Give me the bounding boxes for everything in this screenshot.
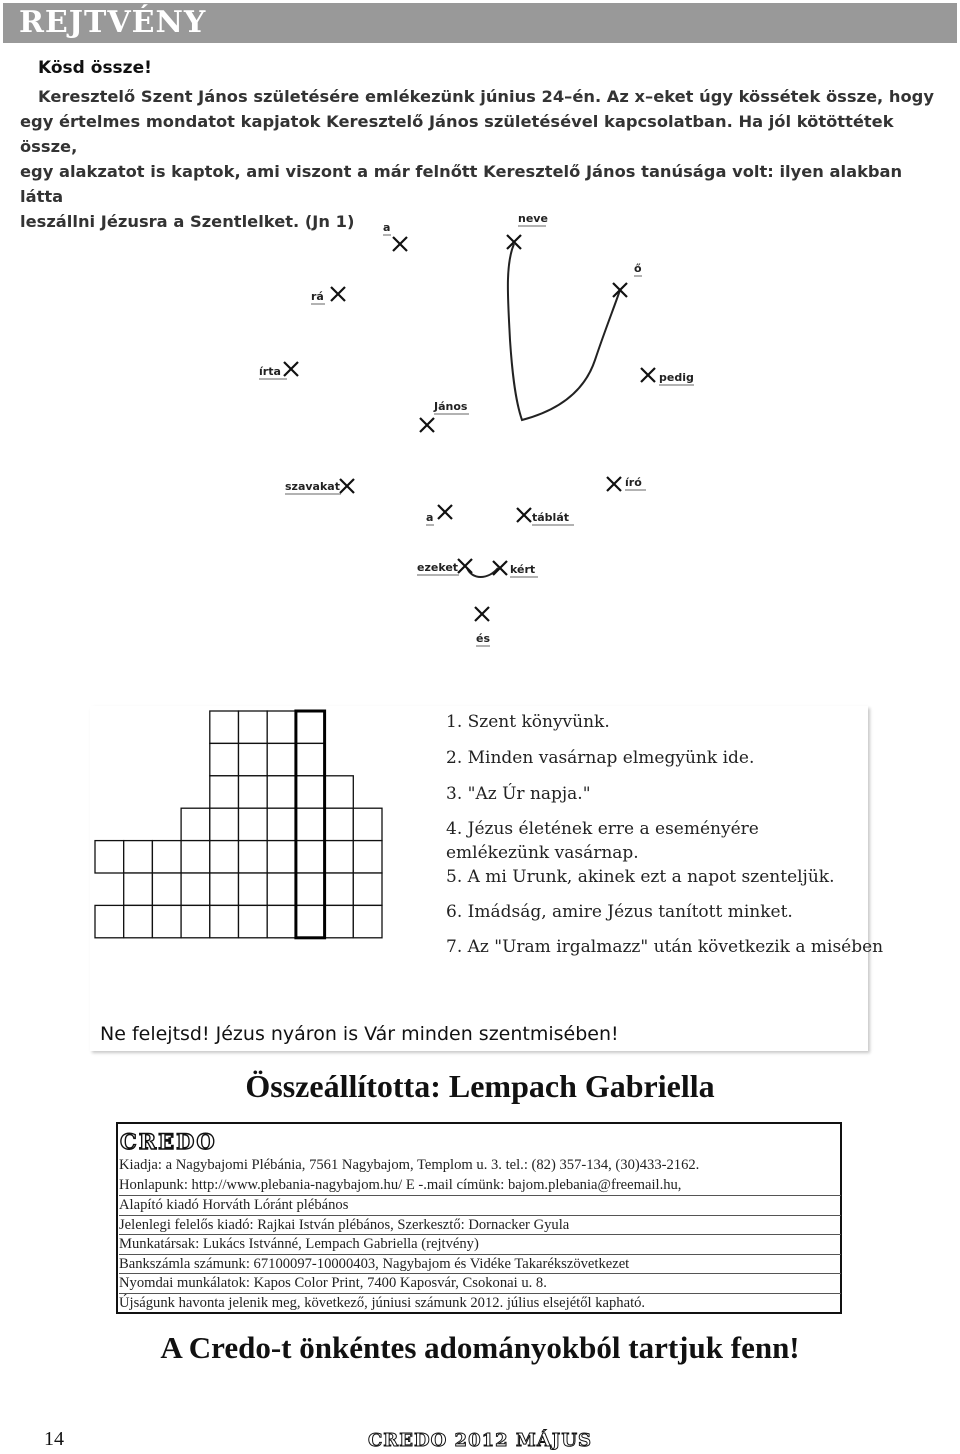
imprint-line: Nyomdai munkálatok: Kapos Color Print, 7400 Kaposvár, Csokonai u. 8. — [119, 1273, 841, 1293]
crossword-cell[interactable] — [181, 873, 210, 905]
connect-puzzle-title: Kösd össze! — [38, 58, 152, 78]
word-label: táblát — [532, 511, 570, 524]
crossword-cell[interactable] — [239, 841, 268, 873]
reminder-note: Ne felejtsd! Jézus nyáron is Vár minden szentmisében! — [100, 1023, 619, 1045]
crossword-cell[interactable] — [353, 841, 382, 873]
x-mark — [517, 508, 531, 522]
crossword-cell[interactable] — [239, 743, 268, 775]
x-mark — [458, 559, 472, 573]
crossword-cell[interactable] — [210, 743, 239, 775]
imprint-line: Kiadja: a Nagybajomi Plébánia, 7561 Nagybajom, Templom u. 3. tel.: (82) 357-134, (30)433-2162. — [119, 1157, 700, 1173]
x-mark — [493, 561, 507, 575]
credo-imprint-box — [116, 1122, 842, 1314]
crossword-cell[interactable] — [325, 905, 354, 937]
word-label: ő — [634, 262, 642, 275]
crossword-cell[interactable] — [325, 841, 354, 873]
x-mark — [507, 235, 521, 249]
instruction-line-3: egy alakzatot is kaptok, ami viszont a már felnőtt Keresztelő János tanúsága volt: ilyen alakban látta — [20, 162, 903, 206]
word-label: író — [625, 476, 642, 489]
instruction-line-4: leszállni Jézusra a Szentlelket. (Jn 1) — [20, 212, 355, 231]
x-mark — [613, 283, 627, 297]
word-label: kért — [510, 563, 536, 576]
imprint-line: Honlapunk: http://www.plebania-nagybajom.hu/ E -.mail címünk: bajom.plebania@freemail.hu, — [119, 1177, 682, 1193]
credo-logo: CREDO — [120, 1129, 217, 1154]
crossword-cell[interactable] — [181, 905, 210, 937]
imprint-line: Munkatársak: Lukács Istvánné, Lempach Gabriella (rejtvény) — [119, 1234, 841, 1254]
imprint-line: Bankszámla számunk: 67100097-10000403, Nagybajom és Vidéke Takarékszövetkezet — [119, 1254, 841, 1274]
crossword-cell[interactable] — [353, 873, 382, 905]
clue-2: 2. Minden vasárnap elmegyünk ide. — [446, 748, 755, 768]
crossword-cell[interactable] — [353, 808, 382, 840]
clue-1: 1. Szent könyvünk. — [446, 712, 610, 732]
imprint-line: Újságunk havonta jelenik meg, következő, júniusi számunk 2012. július elsejétől kapható. — [119, 1293, 841, 1313]
clue-7: 7. Az "Uram irgalmazz" után következik a misében — [446, 937, 884, 957]
x-mark — [420, 418, 434, 432]
crossword-cell[interactable] — [325, 873, 354, 905]
crossword-cell[interactable] — [95, 905, 124, 937]
crossword-cell[interactable] — [152, 905, 181, 937]
crossword-cell[interactable] — [296, 776, 325, 808]
crossword-cell[interactable] — [353, 905, 382, 937]
x-mark — [641, 368, 655, 382]
word-label: János — [434, 400, 468, 413]
word-label: rá — [311, 290, 324, 303]
crossword-cell[interactable] — [152, 841, 181, 873]
crossword-cell[interactable] — [296, 905, 325, 937]
crossword-cell[interactable] — [267, 711, 296, 743]
x-mark — [331, 287, 345, 301]
clue-4: 4. Jézus életének erre a eseményére emlékezünk vasárnap. — [446, 819, 759, 863]
clue-5: 5. A mi Urunk, akinek ezt a napot szenteljük. — [446, 867, 835, 887]
crossword-cell[interactable] — [210, 873, 239, 905]
crossword-cell[interactable] — [210, 808, 239, 840]
crossword-cell[interactable] — [267, 808, 296, 840]
instruction-line-1: Keresztelő Szent János születésére emlékezünk június 24–én. Az x–eket úgy kössétek össze, hogy — [38, 87, 934, 106]
crossword-cell[interactable] — [210, 711, 239, 743]
word-label: és — [476, 632, 491, 645]
crossword-cell[interactable] — [124, 841, 153, 873]
crossword-cell[interactable] — [124, 905, 153, 937]
crossword-cell[interactable] — [181, 808, 210, 840]
crossword-cell[interactable] — [296, 841, 325, 873]
x-mark — [475, 607, 489, 621]
word-label: a — [426, 511, 434, 524]
footer-issue: CREDO 2012 MÁJUS — [367, 1430, 593, 1451]
crossword-cell[interactable] — [325, 776, 354, 808]
crossword-cell[interactable] — [267, 776, 296, 808]
clue-3: 3. "Az Úr napja." — [446, 784, 591, 804]
x-mark — [284, 362, 298, 376]
crossword-cell[interactable] — [124, 873, 153, 905]
word-label: pedig — [659, 371, 694, 384]
crossword-cell[interactable] — [239, 776, 268, 808]
x-mark — [393, 237, 407, 251]
crossword-cell[interactable] — [267, 841, 296, 873]
crossword-cell[interactable] — [239, 873, 268, 905]
slogan: A Credo-t önkéntes adományokból tartjuk fenn! — [160, 1330, 800, 1365]
crossword-cell[interactable] — [239, 808, 268, 840]
crossword-cell[interactable] — [152, 873, 181, 905]
word-label: a — [383, 221, 391, 234]
x-mark — [438, 505, 452, 519]
crossword-cell[interactable] — [210, 841, 239, 873]
imprint-line: Alapító kiadó Horváth Lóránt plébános — [119, 1195, 841, 1215]
word-label: szavakat — [285, 480, 340, 493]
crossword-cell[interactable] — [267, 873, 296, 905]
clue-6: 6. Imádság, amire Jézus tanított minket. — [446, 902, 793, 922]
connection-line — [508, 244, 620, 420]
crossword-cell[interactable] — [296, 808, 325, 840]
word-label: neve — [518, 212, 548, 225]
x-mark — [607, 477, 621, 491]
imprint-line: Jelenlegi felelős kiadó: Rajkai István plébános, Szerkesztő: Dornacker Gyula — [119, 1215, 841, 1235]
crossword-cell[interactable] — [267, 743, 296, 775]
crossword-cell[interactable] — [210, 776, 239, 808]
crossword-cell[interactable] — [267, 905, 296, 937]
crossword-cell[interactable] — [239, 711, 268, 743]
crossword-cell[interactable] — [325, 808, 354, 840]
section-title: REJTVÉNY — [19, 5, 207, 40]
compiled-by: Összeállította: Lempach Gabriella — [245, 1068, 715, 1104]
page-number: 14 — [44, 1428, 64, 1450]
connect-the-x-diagram — [0, 0, 960, 700]
crossword-cell[interactable] — [95, 841, 124, 873]
crossword-cell[interactable] — [181, 841, 210, 873]
word-label: ezeket — [417, 561, 459, 574]
instruction-line-2: egy értelmes mondatot kapjatok Keresztelő János születésével kapcsolatban. Ha jól kötöttétek össze, — [20, 112, 894, 156]
crossword-cell[interactable] — [210, 905, 239, 937]
word-label: írta — [259, 365, 281, 378]
x-mark — [340, 479, 354, 493]
crossword-cell[interactable] — [239, 905, 268, 937]
crossword-cell[interactable] — [296, 873, 325, 905]
crossword-cell[interactable] — [296, 711, 325, 743]
crossword-cell[interactable] — [296, 743, 325, 775]
